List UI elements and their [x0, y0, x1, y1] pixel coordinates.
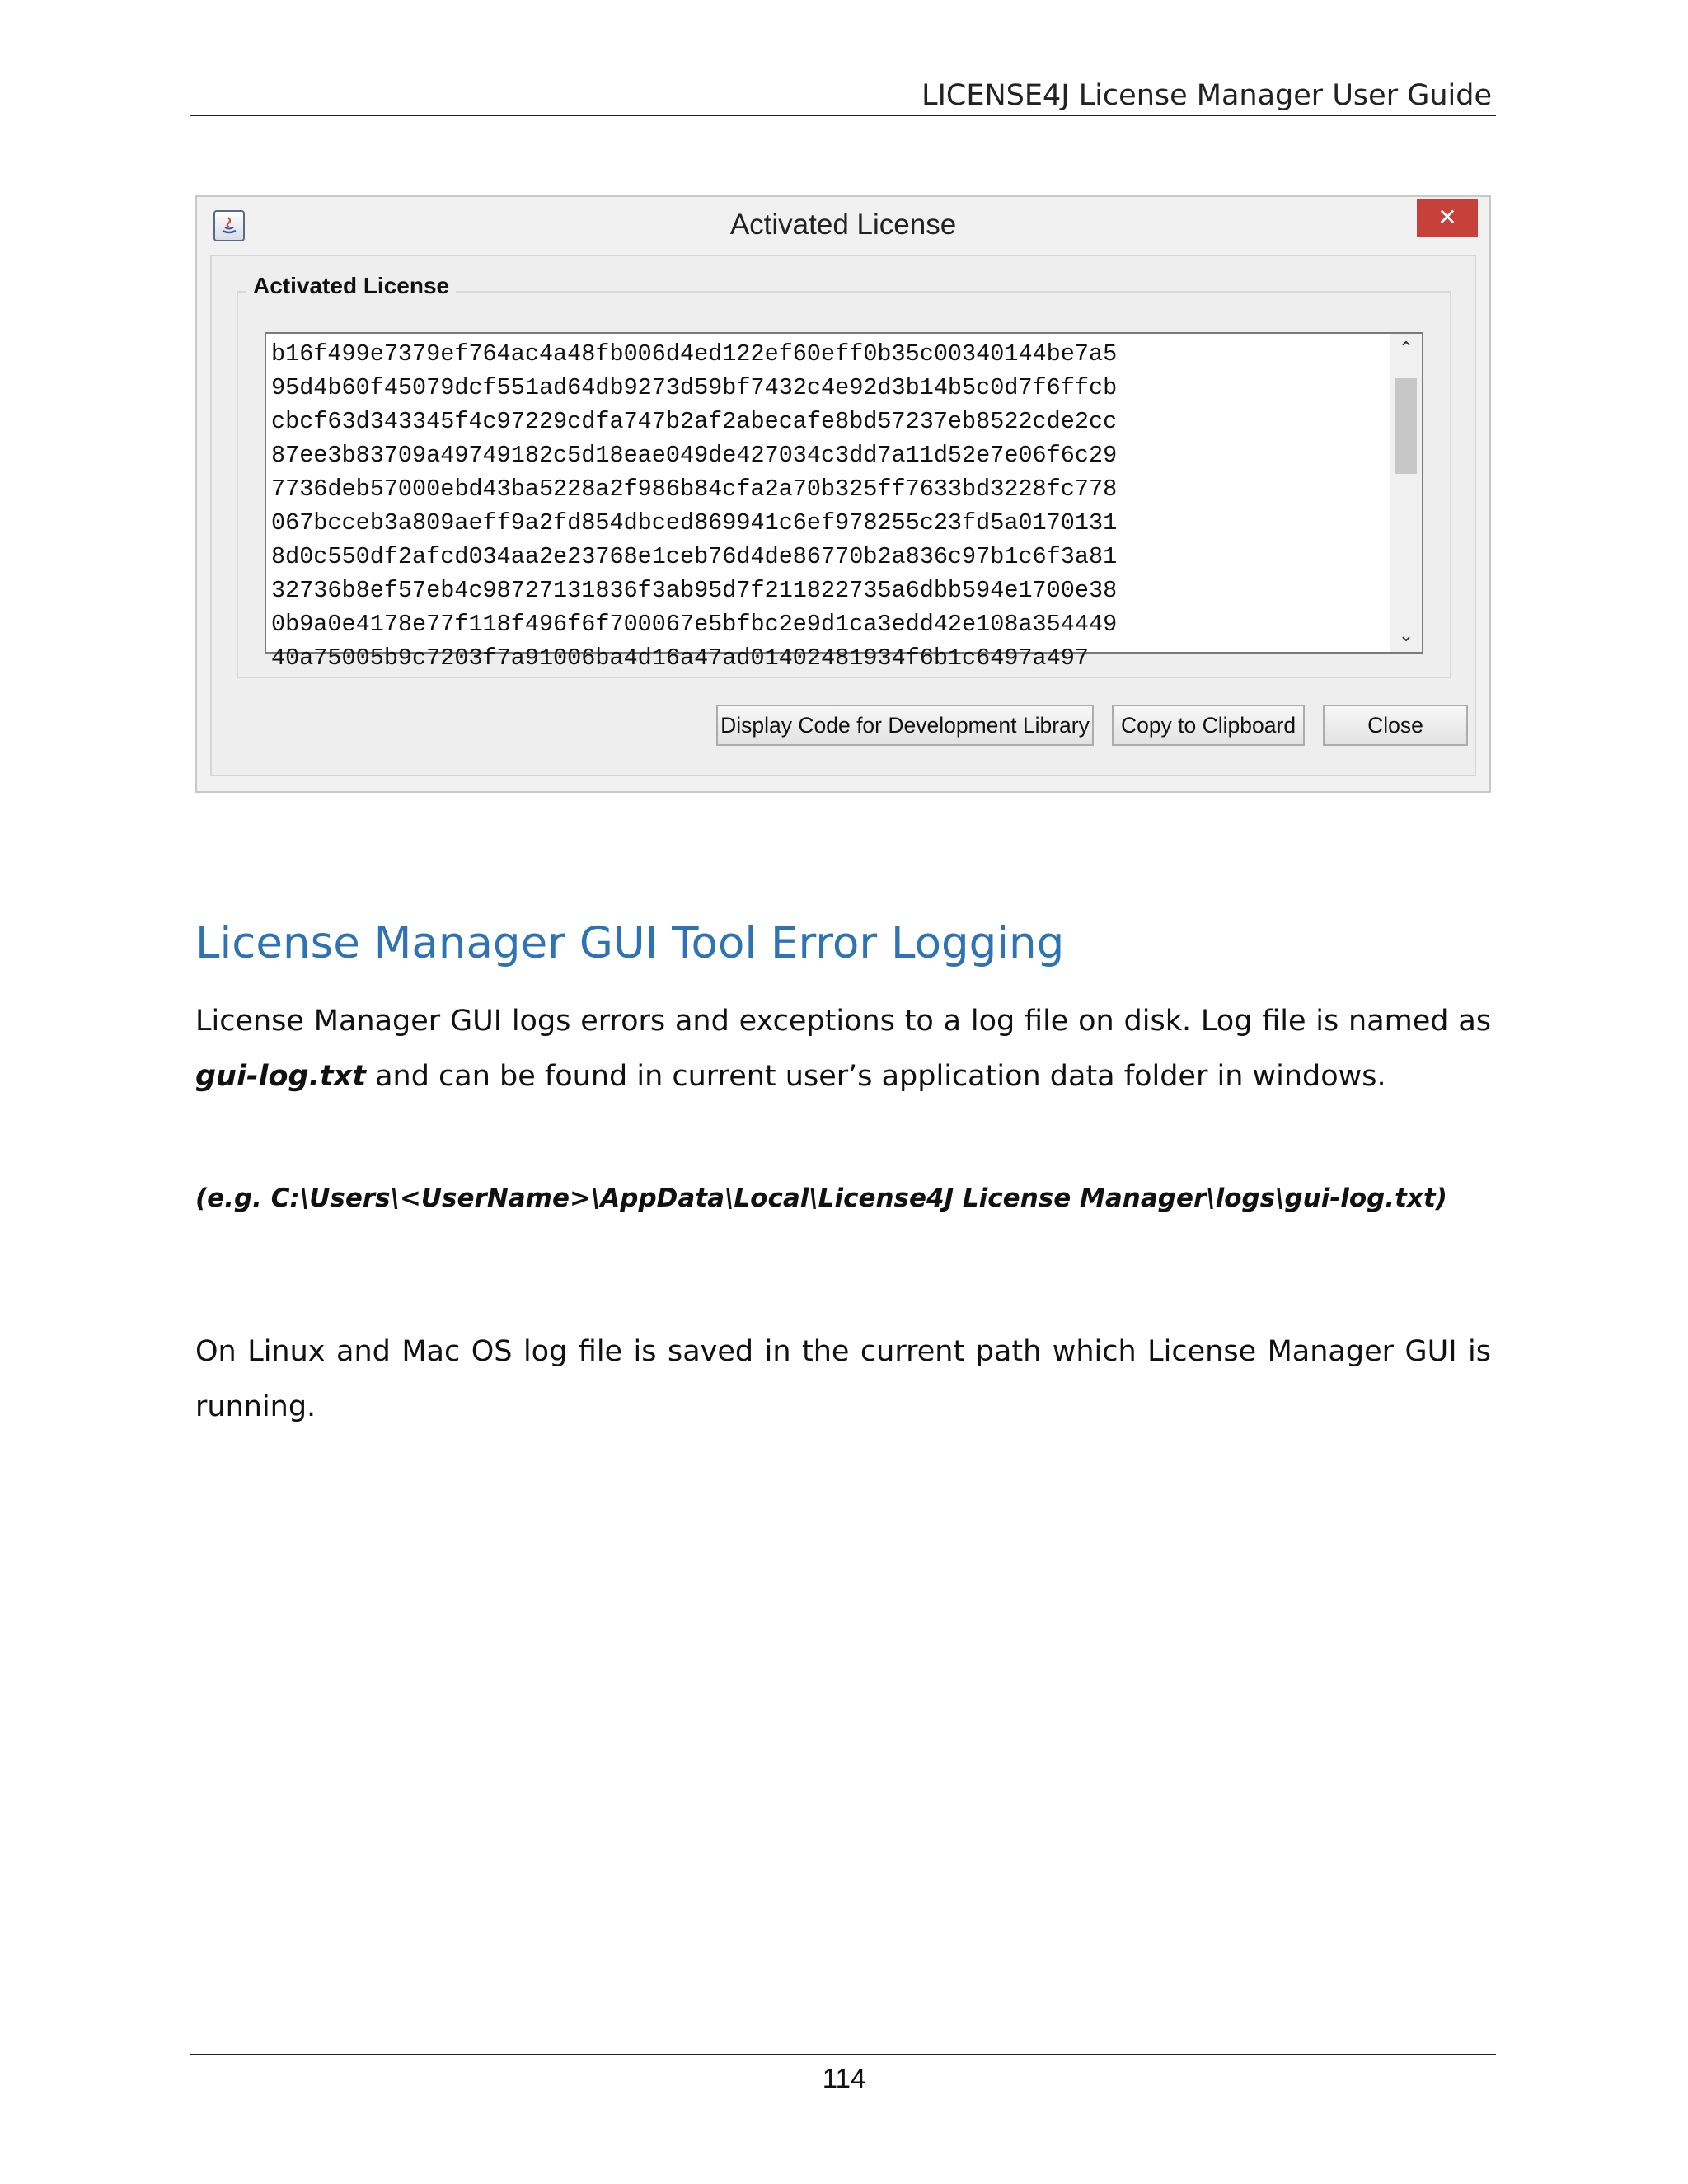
section-heading: License Manager GUI Tool Error Logging [195, 918, 1065, 968]
license-line: 0b9a0e4178e77f118f496f6f700067e5bfbc2e9d1ca3edd42e108a354449 [271, 611, 1118, 638]
activated-license-dialog [195, 195, 1491, 793]
close-button[interactable]: Close [1323, 705, 1468, 746]
running-header: LICENSE4J License Manager User Guide [921, 79, 1492, 112]
paragraph-text: and can be found in current user’s application data folder in windows. [365, 1060, 1386, 1093]
group-label: Activated License [246, 273, 456, 299]
log-filename: gui-log.txt [195, 1060, 366, 1093]
copy-to-clipboard-button[interactable]: Copy to Clipboard [1112, 705, 1305, 746]
display-code-button[interactable]: Display Code for Development Library [716, 705, 1094, 746]
paragraph-linux-mac: On Linux and Mac OS log file is saved in the current path which License Manager GUI is running. [195, 1335, 1491, 1423]
page-number: 114 [822, 2063, 866, 2093]
license-line: 40a75005b9c7203f7a91006ba4d16a47ad01402481934f6b1c6497a497 [271, 644, 1089, 672]
header-rule [190, 115, 1496, 116]
example-path: (e.g. C:\Users\<UserName>\AppData\Local\License4J License Manager\logs\gui-log.txt) [195, 1183, 1447, 1213]
license-line: 7736deb57000ebd43ba5228a2f986b84cfa2a70b325ff7633bd3228fc778 [271, 476, 1118, 503]
license-line: cbcf63d343345f4c97229cdfa747b2af2abecafe8bd57237eb8522cde2cc [271, 408, 1118, 435]
footer-rule [190, 2054, 1496, 2055]
dialog-titlebar [197, 197, 1489, 253]
close-window-icon[interactable]: ✕ [1417, 199, 1478, 237]
license-lines [271, 337, 1389, 675]
chevron-down-icon[interactable]: ⌄ [1398, 626, 1414, 646]
dialog-title: Activated License [729, 209, 957, 241]
license-line: 87ee3b83709a49749182c5d18eae049de427034c3dd7a11d52e7e06f6c29 [271, 442, 1118, 469]
license-line: 95d4b60f45079dcf551ad64db9273d59bf7432c4e92d3b14b5c0d7f6ffcb [271, 374, 1118, 401]
license-line: b16f499e7379ef764ac4a48fb006d4ed122ef60eff0b35c00340144be7a5 [271, 340, 1118, 368]
license-line: 32736b8ef57eb4c98727131836f3ab95d7f211822735a6dbb594e1700e38 [271, 577, 1118, 604]
scrollbar-thumb[interactable] [1395, 378, 1417, 474]
license-line: 067bcceb3a809aeff9a2fd854dbced869941c6ef978255c23fd5a0170131 [271, 509, 1118, 537]
activated-license-group [237, 273, 1451, 678]
license-text-area[interactable] [265, 332, 1423, 672]
license-line: 8d0c550df2afcd034aa2e23768e1ceb76d4de86770b2a836c97b1c6f3a81 [271, 543, 1118, 570]
paragraph-log-location [195, 994, 1491, 1104]
paragraph-text: License Manager GUI logs errors and exceptions to a log file on disk. Log file is named as [195, 1005, 1491, 1038]
vertical-scrollbar[interactable] [1390, 334, 1422, 652]
chevron-up-icon[interactable]: ⌃ [1398, 339, 1414, 359]
dialog-client-area [210, 255, 1476, 776]
